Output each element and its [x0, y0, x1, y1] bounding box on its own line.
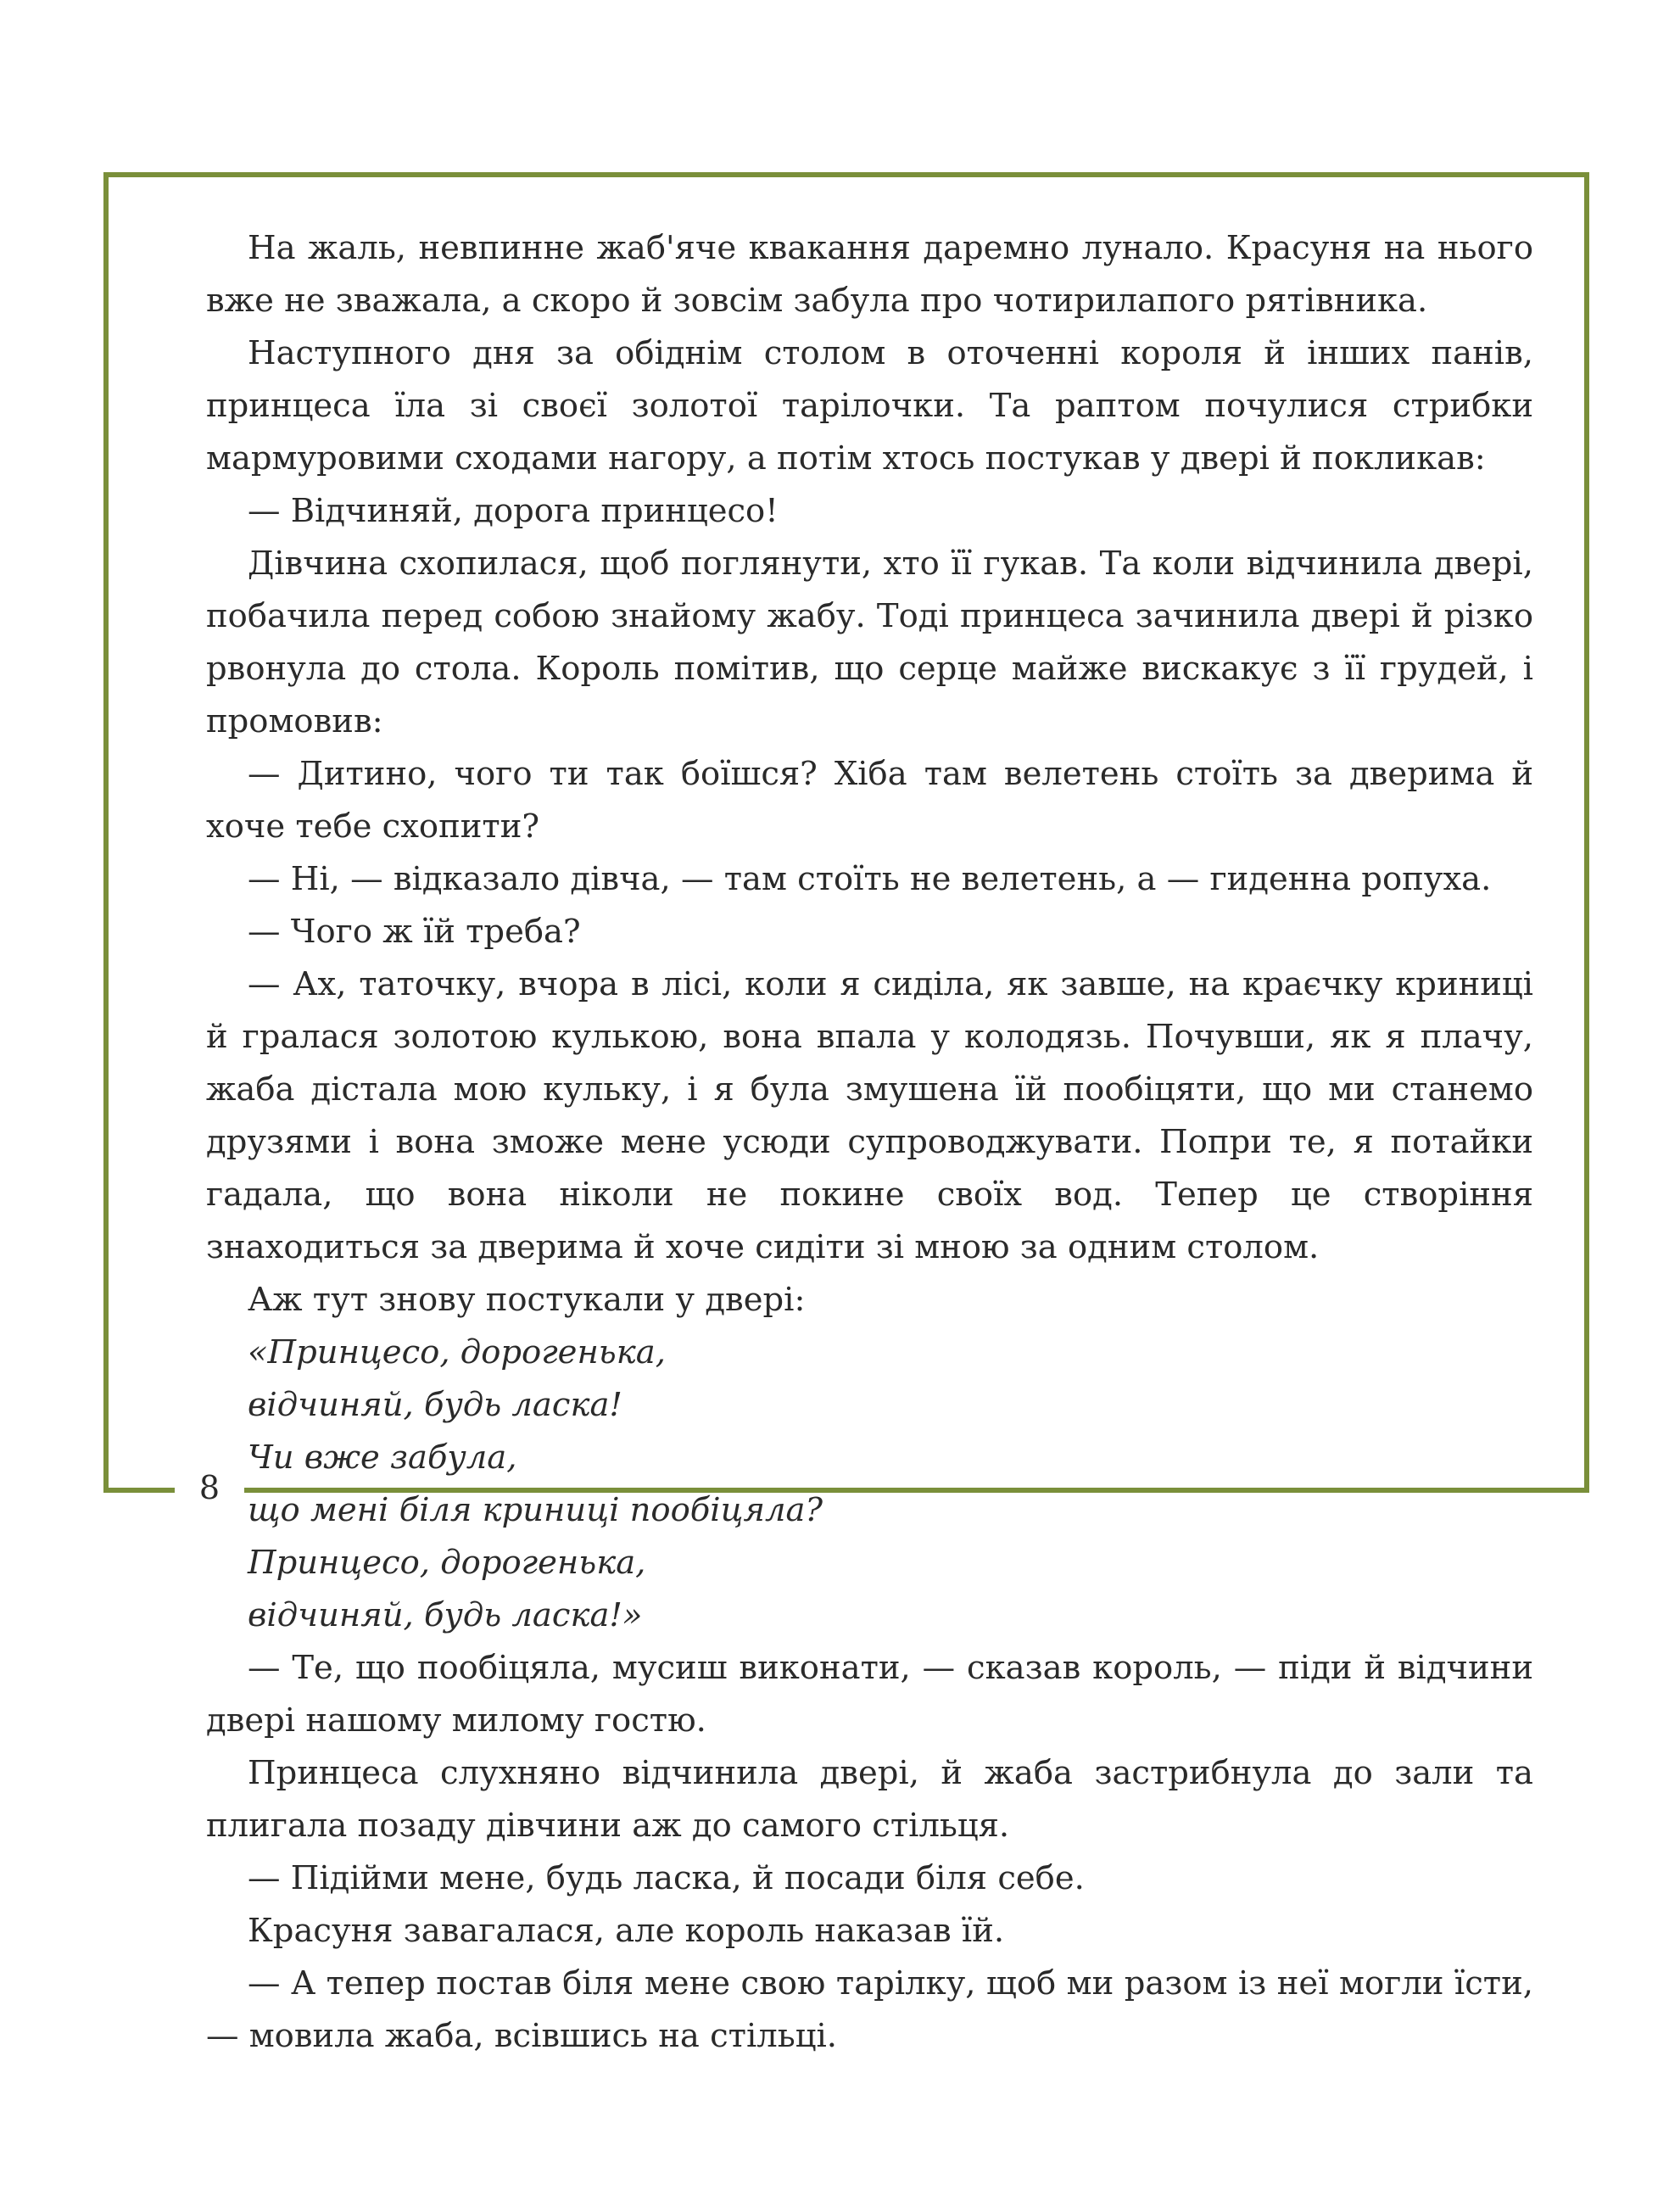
- paragraph: — Ах, таточку, вчора в лісі, коли я сиділа, як завше, на краєчку криниці й гралася золотою кулькою, вона впала у колодязь. Почувши, як я плачу, жаба дістала мою кульку, і я була змушена їй пообіцяти, що ми станемо друзями і вона зможе мене усюди супроводжувати. Попри те, я потайки гадала, що вона ніколи не покине своїх вод. Тепер це створіння знаходиться за дверима й хоче сидіти зі мною за одним столом.: [206, 965, 1533, 1266]
- paragraph: На жаль, невпинне жаб'яче квакання даремно лунало. Красуня на нього вже не зважала, а скоро й зовсім забула про чотирилапого рятівника.: [206, 229, 1533, 320]
- paragraph: Аж тут знову постукали у двері:: [248, 1281, 806, 1319]
- verse-line: відчиняй, будь ласка!»: [248, 1596, 643, 1634]
- paragraph: Наступного дня за обіднім столом в оточенні короля й інших панів, принцеса їла зі своєї золотої тарілочки. Та раптом почулися стрибки мармуровими сходами нагору, а потім хтось постукав у двері й покликав:: [206, 334, 1533, 478]
- paragraph: Принцеса слухняно відчинила двері, й жаба застрибнула до зали та плигала позаду дівчини аж до самого стільця.: [206, 1754, 1533, 1845]
- paragraph: Красуня завагалася, але король наказав їй.: [248, 1912, 1005, 1950]
- verse-line: «Принцесо, дорогенька,: [248, 1333, 666, 1371]
- frame-bottom-left-segment: [103, 1488, 175, 1493]
- paragraph: — Ні, — відказало дівча, — там стоїть не велетень, а — гиденна ропуха.: [248, 860, 1492, 898]
- paragraph: — Дитино, чого ти так боїшся? Хіба там велетень стоїть за дверима й хоче тебе схопити?: [206, 755, 1533, 846]
- paragraph: — Те, що пообіцяла, мусиш виконати, — сказав король, — піди й відчини двері нашому милому гостю.: [206, 1649, 1533, 1740]
- paragraph: Дівчина схопилася, щоб поглянути, хто її гукав. Та коли відчинила двері, побачила перед собою знайому жабу. Тоді принцеса зачинила двері й різко рвонула до стола. Король помітив, що серце майже вискакує з її грудей, і промовив:: [206, 545, 1533, 740]
- verse-line: що мені біля криниці пообіцяла?: [248, 1491, 823, 1529]
- paragraph: — Чого ж їй треба?: [248, 913, 581, 951]
- verse-line: Чи вже забула,: [248, 1438, 517, 1477]
- verse-line: відчиняй, будь ласка!: [248, 1386, 622, 1424]
- page-number: 8: [198, 1469, 220, 1506]
- story-text: [206, 222, 1533, 2063]
- paragraph: — Підійми мене, будь ласка, й посади біля себе.: [248, 1859, 1085, 1897]
- paragraph: — А тепер постав біля мене свою тарілку, щоб ми разом із неї могли їсти, — мовила жаба, всівшись на стільці.: [206, 1964, 1533, 2055]
- paragraph: — Відчиняй, дорога принцесо!: [248, 492, 779, 530]
- verse-line: Принцесо, дорогенька,: [248, 1544, 646, 1582]
